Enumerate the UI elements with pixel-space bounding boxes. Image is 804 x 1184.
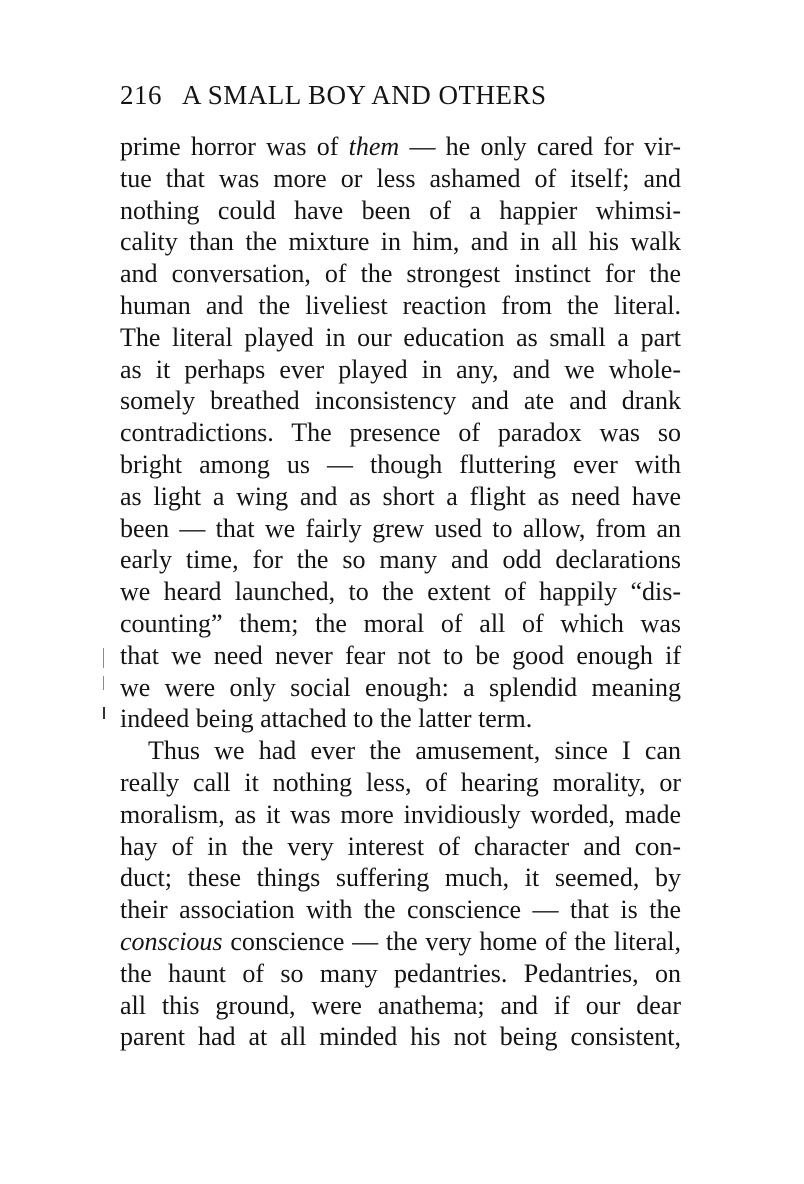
text-line: duct; these things suffering much, it seemed, by <box>120 863 681 893</box>
text-line: The literal played in our education as small a part <box>120 322 681 352</box>
text-line: we heard launched, to the extent of happily “dis- <box>120 577 681 607</box>
text-line: all this ground, were anathema; and if our dear <box>120 990 681 1020</box>
text-line: been — that we fairly grew used to allow, from an <box>120 513 681 543</box>
text-line: parent had at all minded his not being consistent, <box>120 1022 681 1052</box>
text-line: tue that was more or less ashamed of itself; and <box>120 163 681 193</box>
running-title: A SMALL BOY AND OTHERS <box>182 80 547 110</box>
italic-word: them <box>348 132 400 161</box>
text-line: we were only social enough: a splendid meaning <box>120 672 681 702</box>
text-line: human and the liveliest reaction from the literal. <box>120 290 681 320</box>
text-run: prime horror was of <box>120 132 349 161</box>
text-line: their association with the conscience — that is the <box>120 895 681 925</box>
running-head <box>120 80 680 120</box>
page-number: 216 <box>120 80 162 110</box>
text-line: Thus we had ever the amusement, since I can <box>148 736 681 766</box>
text-line: early time, for the so many and odd declarations <box>120 545 681 575</box>
text-line: nothing could have been of a happier whimsi- <box>120 195 681 225</box>
text-line: hay of in the very interest of character and con- <box>120 831 681 861</box>
text-line: contradictions. The presence of paradox was so <box>120 418 681 448</box>
text-line: somely breathed inconsistency and ate and drank <box>120 386 681 416</box>
text-line: moralism, as it was more invidiously worded, made <box>120 799 681 829</box>
body-text <box>120 131 681 1053</box>
text-line <box>120 131 681 163</box>
text-line: that we need never fear not to be good enough if <box>120 640 681 670</box>
text-line: really call it nothing less, of hearing morality, or <box>120 767 681 797</box>
text-run: — he only cared for vir- <box>399 132 681 161</box>
margin-pencil-mark <box>103 648 108 668</box>
text-line: and conversation, of the strongest instinct for the <box>120 259 681 289</box>
margin-pencil-mark <box>103 707 109 719</box>
margin-pencil-mark <box>103 676 108 690</box>
italic-word: conscious <box>120 926 223 956</box>
text-line: as light a wing and as short a flight as need have <box>120 481 681 511</box>
text-line: counting” them; the moral of all of which was <box>120 608 681 638</box>
text-line: as it perhaps ever played in any, and we whole- <box>120 354 681 384</box>
text-run: conscience — the very home of the literal, <box>222 926 681 956</box>
text-line <box>120 926 681 958</box>
text-line: indeed being attached to the latter term. <box>120 704 533 734</box>
text-line: cality than the mixture in him, and in all his walk <box>120 227 681 257</box>
text-line: the haunt of so many pedantries. Pedantries, on <box>120 958 681 988</box>
text-line: bright among us — though fluttering ever with <box>120 449 681 479</box>
